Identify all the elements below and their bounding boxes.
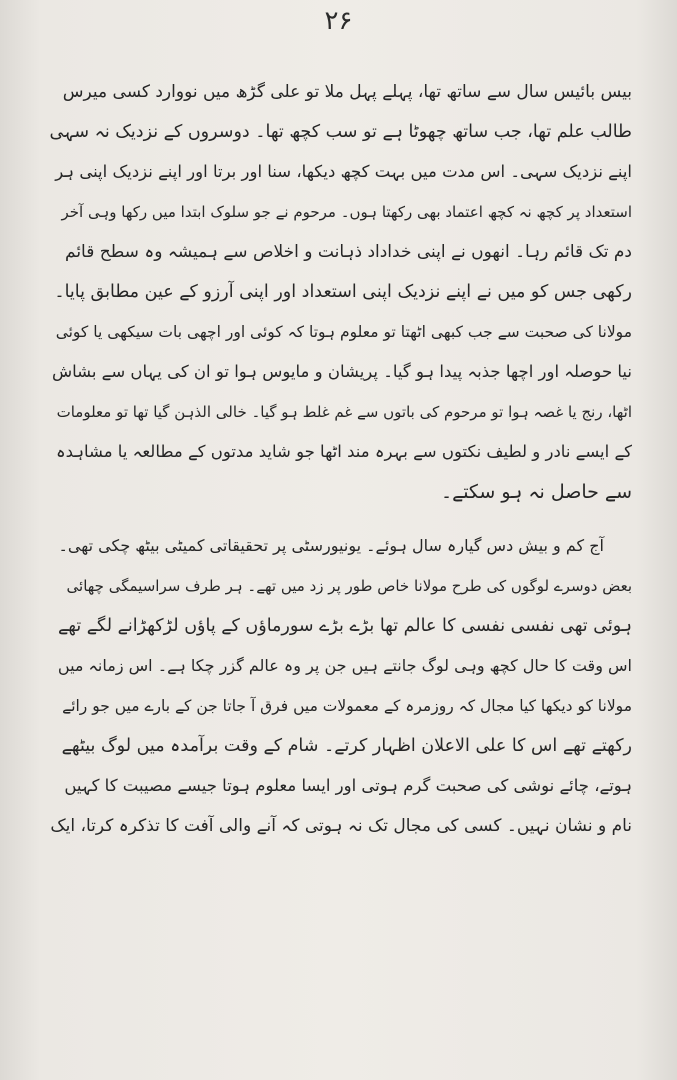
paragraph-2: [50, 526, 632, 846]
text-line: بیس بائیس سال سے ساتھ تھا، پہلے پہل ملا تو علی گڑھ میں نووارد کسی میرس: [62, 82, 632, 102]
body-text: [50, 72, 632, 846]
text-line: آج کم و بیش دس گیارہ سال ہوئے۔ یونیورسٹی پر تحقیقاتی کمیٹی بیٹھ چکی تھی۔: [58, 536, 604, 555]
text-line: رکھتے تھے اس کا علی الاعلان اظہار کرتے۔ شام کے وقت برآمدہ میں لوگ بیٹھے: [61, 736, 632, 756]
page-number: ۲۶: [324, 6, 353, 36]
text-line: ہوئی تھی نفسی نفسی کا عالم تھا بڑے بڑے سورماؤں کے پاؤں لڑکھڑانے لگے تھے: [58, 616, 632, 636]
text-line: اپنے نزدیک سہی۔ اس مدت میں بہت کچھ دیکھا، سنا اور برتا اور اپنے نزدیک اپنی ہر: [55, 162, 632, 181]
text-line: اس وقت کا حال کچھ وہی لوگ جانتے ہیں جن پر وہ عالم گزر چکا ہے۔ اس زمانہ میں: [57, 656, 632, 675]
text-line: ہوتے، چائے نوشی کی صحبت گرم ہوتی اور ایسا معلوم ہوتا جیسے مصیبت کا کہیں: [64, 776, 632, 795]
text-line: دم تک قائم رہا۔ انھوں نے اپنی خداداد ذہانت و اخلاص سے ہمیشہ وہ سطح قائم: [65, 242, 632, 262]
text-line: نام و نشان نہیں۔ کسی کی مجال تک نہ ہوتی کہ آنے والی آفت کا تذکرہ کرتا، ایک: [50, 816, 632, 836]
text-line: مولانا کو دیکھا کیا مجال کہ روزمرہ کے معمولات میں فرق آ جاتا جن کے بارے میں جو رائے: [62, 697, 632, 715]
paragraph-spacer: [50, 512, 632, 526]
text-line: کے ایسے نادر و لطیف نکتوں سے بہرہ مند اٹھا جو شاید مدتوں کے مطالعہ یا مشاہدہ: [55, 442, 632, 461]
paragraph-1: [50, 72, 632, 512]
text-line: سے حاصل نہ ہو سکتے۔: [440, 481, 632, 503]
text-line: رکھی جس کو میں نے اپنے نزدیک اپنی استعداد اور اپنی آرزو کے عین مطابق پایا۔: [54, 282, 632, 302]
text-line: مولانا کی صحبت سے جب کبھی اٹھتا تو معلوم ہوتا کہ کوئی اور اچھی بات سیکھی یا کوئی: [55, 323, 632, 341]
text-line: استعداد پر کچھ نہ کچھ اعتماد بھی رکھتا ہوں۔ مرحوم نے جو سلوک ابتدا میں رکھا وہی آخر: [61, 203, 632, 221]
text-line: اٹھا، رنج یا غصہ ہوا تو مرحوم کی باتوں سے غم غلط ہو گیا۔ خالی الذہن گیا تھا تو معلومات: [56, 403, 632, 421]
text-line: طالب علم تھا، جب ساتھ چھوٹا ہے تو سب کچھ تھا۔ دوسروں کے نزدیک نہ سہی: [50, 122, 632, 142]
text-line: نیا حوصلہ اور اچھا جذبہ پیدا ہو گیا۔ پریشان و مایوس ہوا تو ان کی یہاں سے بشاش: [51, 362, 632, 381]
text-line: بعض دوسرے لوگوں کی طرح مولانا خاص طور پر زد میں تھے۔ ہر طرف سراسیمگی چھائی: [66, 577, 632, 595]
